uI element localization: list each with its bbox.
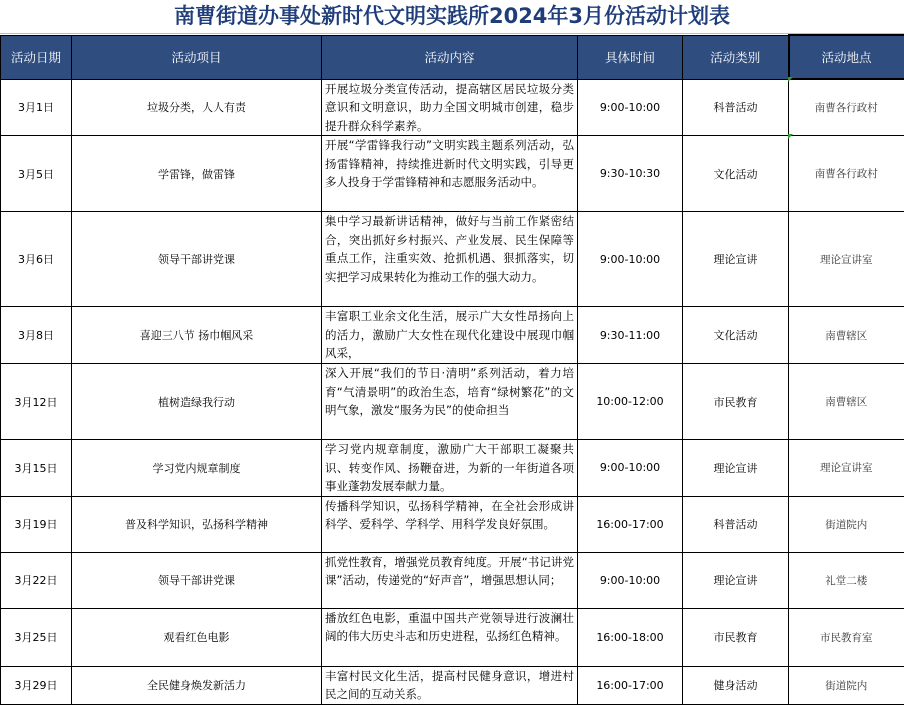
header-category[interactable]: 活动类别 [683, 35, 789, 79]
row-date-cell[interactable]: 3月29日 [1, 666, 72, 704]
row-content-cell[interactable]: 传播科学知识，弘扬科学精神，在全社会形成讲科学、爱科学、学科学、用科学发良好氛围。 [322, 496, 578, 552]
row-time-cell[interactable]: 16:00-17:00 [578, 496, 683, 552]
row-category-cell[interactable]: 理论宣讲 [683, 212, 789, 307]
row-time-cell[interactable]: 9:00-10:00 [578, 552, 683, 608]
row-date-cell[interactable]: 3月19日 [1, 496, 72, 552]
row-project-cell[interactable]: 普及科学知识，弘扬科学精神 [72, 496, 322, 552]
header-content[interactable]: 活动内容 [322, 35, 578, 79]
row-date-cell[interactable]: 3月1日 [1, 79, 72, 136]
table-row [1, 364, 904, 440]
row-content-cell[interactable]: 集中学习最新讲话精神，做好与当前工作紧密结合，突出抓好乡村振兴、产业发展、民生保障等重点工作，注重实效、抢抓机遇、狠抓落实，切实把学习成果转化为推动工作的强大动力。 [322, 212, 578, 307]
row-date-cell[interactable]: 3月8日 [1, 307, 72, 364]
sheet-title: 南曹街道办事处新时代文明实践所2024年3月份活动计划表 [0, 0, 904, 34]
row-location-cell[interactable]: 市民教育室 [789, 608, 904, 666]
row-content-cell[interactable]: 开展垃圾分类宣传活动，提高辖区居民垃圾分类意识和文明意识，助力全国文明城市创建，稳步提升群众科学素养。 [322, 79, 578, 136]
row-content-cell[interactable]: 深入开展“我们的节日·清明”系列活动，着力培育“气清景明”的政治生态，培育“绿树繁花”的文明气象，激发“服务为民”的使命担当 [322, 364, 578, 440]
row-date-cell[interactable]: 3月15日 [1, 440, 72, 497]
row-project-cell[interactable]: 领导干部讲党课 [72, 552, 322, 608]
row-project-cell[interactable]: 领导干部讲党课 [72, 212, 322, 307]
row-category-cell[interactable]: 文化活动 [683, 136, 789, 212]
row-category-cell[interactable]: 科普活动 [683, 496, 789, 552]
comment-indicator [788, 77, 793, 82]
activity-plan-table [0, 34, 904, 705]
table-row [1, 440, 904, 497]
header-location-selected-cell[interactable]: 活动地点 [789, 35, 904, 79]
row-content-cell[interactable]: 丰富职工业余文化生活，展示广大女性昂扬向上的活力，激励广大女性在现代化建设中展现巾帼风采， [322, 307, 578, 364]
row-date-cell[interactable]: 3月22日 [1, 552, 72, 608]
row-project-cell[interactable]: 全民健身焕发新活力 [72, 666, 322, 704]
row-time-cell[interactable]: 9:00-10:00 [578, 212, 683, 307]
row-project-cell[interactable]: 植树造绿我行动 [72, 364, 322, 440]
row-date-cell[interactable]: 3月6日 [1, 212, 72, 307]
row-time-cell[interactable]: 10:00-12:00 [578, 364, 683, 440]
row-category-cell[interactable]: 市民教育 [683, 608, 789, 666]
row-project-cell[interactable]: 学习党内规章制度 [72, 440, 322, 497]
table-row [1, 666, 904, 704]
row-category-cell[interactable]: 科普活动 [683, 79, 789, 136]
row-time-cell[interactable]: 9:00-10:00 [578, 440, 683, 497]
row-project-cell[interactable]: 学雷锋，做雷锋 [72, 136, 322, 212]
table-row [1, 136, 904, 212]
table-row [1, 79, 904, 136]
row-time-cell[interactable]: 16:00-17:00 [578, 666, 683, 704]
row-time-cell[interactable]: 16:00-18:00 [578, 608, 683, 666]
row-category-cell[interactable]: 市民教育 [683, 364, 789, 440]
row-content-cell[interactable]: 开展“学雷锋我行动”文明实践主题系列活动，弘扬雷锋精神，持续推进新时代文明实践，引导更多人投身于学雷锋精神和志愿服务活动中。 [322, 136, 578, 212]
row-content-cell[interactable]: 丰富村民文化生活，提高村民健身意识，增进村民之间的互动关系。 [322, 666, 578, 704]
row-category-cell[interactable]: 健身活动 [683, 666, 789, 704]
table-row [1, 307, 904, 364]
row-location-cell[interactable]: 理论宣讲室 [789, 440, 904, 497]
comment-indicator [788, 134, 793, 139]
header-date[interactable]: 活动日期 [1, 35, 72, 79]
row-project-cell[interactable]: 观看红色电影 [72, 608, 322, 666]
row-location-cell[interactable]: 礼堂二楼 [789, 552, 904, 608]
table-row [1, 212, 904, 307]
row-location-cell[interactable]: 街道院内 [789, 496, 904, 552]
row-content-cell[interactable]: 学习党内规章制度，激励广大干部职工凝聚共识、转变作风、扬鞭奋进，为新的一年街道各项事业蓬勃发展奉献力量。 [322, 440, 578, 497]
table-row [1, 496, 904, 552]
row-date-cell[interactable]: 3月12日 [1, 364, 72, 440]
row-time-cell[interactable]: 9:30-11:00 [578, 307, 683, 364]
header-time[interactable]: 具体时间 [578, 35, 683, 79]
row-project-cell[interactable]: 喜迎三八节 扬巾帼风采 [72, 307, 322, 364]
row-project-cell[interactable]: 垃圾分类，人人有责 [72, 79, 322, 136]
row-time-cell[interactable]: 9:00-10:00 [578, 79, 683, 136]
row-content-cell[interactable]: 抓党性教育，增强党员教育纯度。开展“书记讲党课”活动，传递党的“好声音”，增强思想认同； [322, 552, 578, 608]
header-row [1, 35, 904, 79]
row-location-cell[interactable]: 南曹辖区 [789, 307, 904, 364]
row-date-cell[interactable]: 3月25日 [1, 608, 72, 666]
table-row [1, 608, 904, 666]
row-location-cell[interactable]: 南曹各行政村 [789, 79, 904, 136]
row-category-cell[interactable]: 理论宣讲 [683, 440, 789, 497]
table-row [1, 552, 904, 608]
row-category-cell[interactable]: 文化活动 [683, 307, 789, 364]
row-location-cell[interactable]: 南曹各行政村 [789, 136, 904, 212]
row-location-cell[interactable]: 街道院内 [789, 666, 904, 704]
row-time-cell[interactable]: 9:30-10:30 [578, 136, 683, 212]
row-date-cell[interactable]: 3月5日 [1, 136, 72, 212]
header-project[interactable]: 活动项目 [72, 35, 322, 79]
row-location-cell[interactable]: 南曹辖区 [789, 364, 904, 440]
row-category-cell[interactable]: 理论宣讲 [683, 552, 789, 608]
row-location-cell[interactable]: 理论宣讲室 [789, 212, 904, 307]
row-content-cell[interactable]: 播放红色电影，重温中国共产党领导进行波澜壮阔的伟大历史斗志和历史进程，弘扬红色精神。 [322, 608, 578, 666]
